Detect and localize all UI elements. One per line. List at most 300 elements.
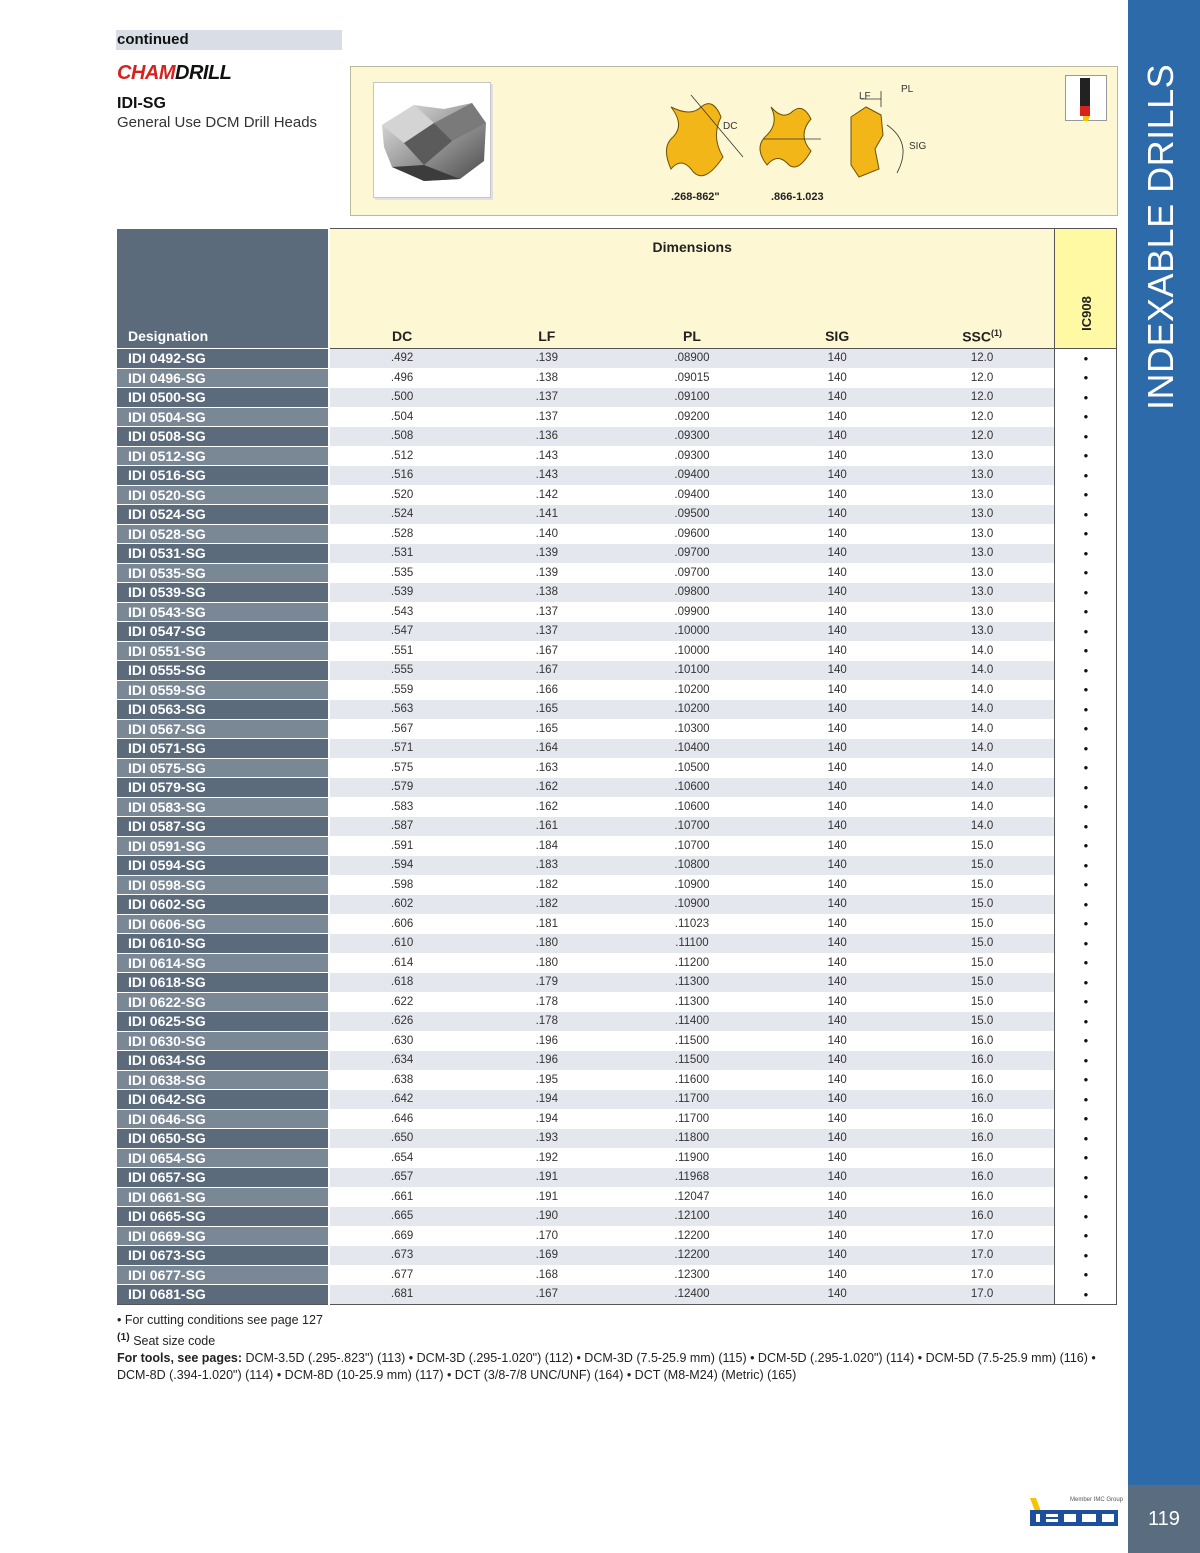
cell-pl: .11500: [619, 1031, 764, 1051]
cell-ssc: 16.0: [910, 1148, 1055, 1168]
cell-sig: 140: [765, 973, 910, 993]
cell-designation: IDI 0665-SG: [117, 1207, 329, 1227]
cell-designation: IDI 0579-SG: [117, 778, 329, 798]
cell-sig: 140: [765, 622, 910, 642]
section-title: INDEXABLE DRILLS: [1140, 63, 1181, 410]
ssc-footnote-mark: (1): [990, 327, 1002, 338]
cell-designation: IDI 0508-SG: [117, 427, 329, 447]
cell-lf: .138: [474, 583, 619, 603]
logo-member-text: Member IMC Group: [1070, 1497, 1124, 1503]
cell-grade-ic908: •: [1055, 953, 1117, 973]
cell-pl: .09700: [619, 563, 764, 583]
cell-pl: .11700: [619, 1109, 764, 1129]
table-row: [117, 1031, 1117, 1051]
cell-sig: 140: [765, 1129, 910, 1149]
cell-ssc: 15.0: [910, 973, 1055, 993]
table-row: [117, 602, 1117, 622]
cell-dc: .543: [329, 602, 474, 622]
cell-pl: .10900: [619, 875, 764, 895]
cell-grade-ic908: •: [1055, 875, 1117, 895]
cell-dc: .677: [329, 1265, 474, 1285]
cell-designation: IDI 0512-SG: [117, 446, 329, 466]
cell-grade-ic908: •: [1055, 739, 1117, 759]
table-row: [117, 1187, 1117, 1207]
cell-dc: .681: [329, 1285, 474, 1305]
cell-grade-ic908: •: [1055, 661, 1117, 681]
cell-dc: .496: [329, 368, 474, 388]
cell-grade-ic908: •: [1055, 1031, 1117, 1051]
cell-grade-ic908: •: [1055, 407, 1117, 427]
cell-lf: .138: [474, 368, 619, 388]
cell-grade-ic908: •: [1055, 992, 1117, 1012]
cell-dc: .618: [329, 973, 474, 993]
column-header-sig: SIG: [765, 325, 910, 349]
table-row: [117, 992, 1117, 1012]
cell-lf: .196: [474, 1051, 619, 1071]
cell-sig: 140: [765, 719, 910, 739]
cell-grade-ic908: •: [1055, 368, 1117, 388]
cell-designation: IDI 0555-SG: [117, 661, 329, 681]
table-row: [117, 641, 1117, 661]
cell-dc: .646: [329, 1109, 474, 1129]
cell-dc: .512: [329, 446, 474, 466]
cell-ssc: 12.0: [910, 349, 1055, 369]
cell-ssc: 13.0: [910, 563, 1055, 583]
table-row: [117, 973, 1117, 993]
cell-ssc: 15.0: [910, 895, 1055, 915]
cell-dc: .606: [329, 914, 474, 934]
cell-grade-ic908: •: [1055, 719, 1117, 739]
table-row: [117, 544, 1117, 564]
table-row: [117, 1207, 1117, 1227]
cell-dc: .563: [329, 700, 474, 720]
table-row: [117, 1109, 1117, 1129]
cell-dc: .642: [329, 1090, 474, 1110]
cell-lf: .143: [474, 466, 619, 486]
cell-sig: 140: [765, 1109, 910, 1129]
cell-ssc: 14.0: [910, 700, 1055, 720]
table-row: [117, 1090, 1117, 1110]
cell-ssc: 14.0: [910, 739, 1055, 759]
cell-dc: .583: [329, 797, 474, 817]
cell-dc: .661: [329, 1187, 474, 1207]
cell-ssc: 15.0: [910, 992, 1055, 1012]
cell-lf: .140: [474, 524, 619, 544]
table-row: [117, 388, 1117, 408]
cell-sig: 140: [765, 485, 910, 505]
cell-pl: .11100: [619, 934, 764, 954]
cell-lf: .136: [474, 427, 619, 447]
table-row: [117, 427, 1117, 447]
cell-dc: .500: [329, 388, 474, 408]
cell-designation: IDI 0622-SG: [117, 992, 329, 1012]
table-row: [117, 914, 1117, 934]
cell-ssc: 15.0: [910, 1012, 1055, 1032]
cell-dc: .504: [329, 407, 474, 427]
cell-lf: .184: [474, 836, 619, 856]
cell-designation: IDI 0520-SG: [117, 485, 329, 505]
table-row: [117, 407, 1117, 427]
cell-designation: IDI 0642-SG: [117, 1090, 329, 1110]
cell-designation: IDI 0606-SG: [117, 914, 329, 934]
column-header-designation: Designation: [117, 229, 329, 349]
cell-lf: .196: [474, 1031, 619, 1051]
cell-sig: 140: [765, 680, 910, 700]
cell-ssc: 14.0: [910, 661, 1055, 681]
cell-pl: .12047: [619, 1187, 764, 1207]
cell-ssc: 17.0: [910, 1226, 1055, 1246]
cell-designation: IDI 0654-SG: [117, 1148, 329, 1168]
cell-lf: .194: [474, 1090, 619, 1110]
table-row: [117, 349, 1117, 369]
product-description: General Use DCM Drill Heads: [117, 114, 318, 131]
cell-sig: 140: [765, 368, 910, 388]
cell-sig: 140: [765, 1148, 910, 1168]
cell-lf: .139: [474, 563, 619, 583]
table-row: [117, 895, 1117, 915]
cell-lf: .167: [474, 661, 619, 681]
cell-sig: 140: [765, 1285, 910, 1305]
cell-ssc: 15.0: [910, 856, 1055, 876]
cell-lf: .167: [474, 641, 619, 661]
cell-designation: IDI 0646-SG: [117, 1109, 329, 1129]
cell-designation: IDI 0496-SG: [117, 368, 329, 388]
table-row: [117, 1265, 1117, 1285]
cell-dc: .535: [329, 563, 474, 583]
cell-lf: .162: [474, 797, 619, 817]
cell-designation: IDI 0575-SG: [117, 758, 329, 778]
cell-dc: .571: [329, 739, 474, 759]
range-small: .268-862": [671, 191, 720, 203]
cell-designation: IDI 0571-SG: [117, 739, 329, 759]
column-header-grade: [1055, 229, 1117, 331]
cell-dc: .528: [329, 524, 474, 544]
ssc-label: SSC: [962, 328, 991, 345]
cell-lf: .169: [474, 1246, 619, 1266]
cell-designation: IDI 0583-SG: [117, 797, 329, 817]
cell-sig: 140: [765, 836, 910, 856]
cell-sig: 140: [765, 1168, 910, 1188]
cell-dc: .673: [329, 1246, 474, 1266]
tools-note-label: For tools, see pages:: [117, 1351, 243, 1366]
table-row: [117, 485, 1117, 505]
table-row: [117, 719, 1117, 739]
cell-pl: .10200: [619, 680, 764, 700]
cell-pl: .11300: [619, 973, 764, 993]
cell-sig: 140: [765, 992, 910, 1012]
continued-label: continued: [116, 30, 342, 50]
cell-lf: .166: [474, 680, 619, 700]
cell-pl: .10100: [619, 661, 764, 681]
cell-dc: .551: [329, 641, 474, 661]
table-row: [117, 563, 1117, 583]
brand-part1: CHAM: [117, 62, 175, 84]
cell-ssc: 17.0: [910, 1285, 1055, 1305]
table-row: [117, 466, 1117, 486]
cell-lf: .194: [474, 1109, 619, 1129]
cell-pl: .10500: [619, 758, 764, 778]
cell-designation: IDI 0638-SG: [117, 1070, 329, 1090]
cell-lf: .161: [474, 817, 619, 837]
cell-pl: .10400: [619, 739, 764, 759]
cell-pl: .12200: [619, 1226, 764, 1246]
cell-lf: .137: [474, 622, 619, 642]
cell-sig: 140: [765, 875, 910, 895]
cell-pl: .11900: [619, 1148, 764, 1168]
cell-pl: .09600: [619, 524, 764, 544]
cell-designation: IDI 0543-SG: [117, 602, 329, 622]
cell-grade-ic908: •: [1055, 836, 1117, 856]
cell-ssc: 15.0: [910, 914, 1055, 934]
cell-sig: 140: [765, 641, 910, 661]
cell-pl: .09300: [619, 427, 764, 447]
label-dc: DC: [723, 121, 738, 132]
cell-sig: 140: [765, 544, 910, 564]
table-row: [117, 1129, 1117, 1149]
cell-dc: .630: [329, 1031, 474, 1051]
brand-logo: [117, 62, 231, 85]
cell-dc: .539: [329, 583, 474, 603]
table-row: [117, 1246, 1117, 1266]
cell-grade-ic908: •: [1055, 1187, 1117, 1207]
table-row: [117, 661, 1117, 681]
cell-ssc: 17.0: [910, 1246, 1055, 1266]
cell-lf: .170: [474, 1226, 619, 1246]
cell-dc: .575: [329, 758, 474, 778]
cell-dc: .579: [329, 778, 474, 798]
cell-dc: .634: [329, 1051, 474, 1071]
cell-pl: .08900: [619, 349, 764, 369]
cell-designation: IDI 0567-SG: [117, 719, 329, 739]
column-header-ssc: [910, 325, 1055, 349]
cell-designation: IDI 0634-SG: [117, 1051, 329, 1071]
product-code: IDI-SG: [117, 95, 166, 112]
cell-sig: 140: [765, 856, 910, 876]
cell-grade-ic908: •: [1055, 758, 1117, 778]
cell-pl: .12200: [619, 1246, 764, 1266]
cell-pl: .10700: [619, 836, 764, 856]
cell-lf: .142: [474, 485, 619, 505]
table-row: [117, 368, 1117, 388]
cell-sig: 140: [765, 1265, 910, 1285]
cell-dc: .610: [329, 934, 474, 954]
cell-ssc: 12.0: [910, 407, 1055, 427]
cell-designation: IDI 0661-SG: [117, 1187, 329, 1207]
cell-grade-ic908: •: [1055, 856, 1117, 876]
label-lf: LF: [859, 91, 871, 102]
cell-lf: .180: [474, 953, 619, 973]
cell-dc: .598: [329, 875, 474, 895]
table-row: [117, 758, 1117, 778]
cell-grade-ic908: •: [1055, 1090, 1117, 1110]
cell-dc: .594: [329, 856, 474, 876]
cell-lf: .178: [474, 992, 619, 1012]
table-row: [117, 505, 1117, 525]
cell-grade-ic908: •: [1055, 1285, 1117, 1305]
table-row: [117, 1168, 1117, 1188]
cell-designation: IDI 0618-SG: [117, 973, 329, 993]
cell-pl: .11023: [619, 914, 764, 934]
cell-pl: .09200: [619, 407, 764, 427]
cell-grade-ic908: •: [1055, 895, 1117, 915]
cell-grade-ic908: •: [1055, 1051, 1117, 1071]
cell-ssc: 16.0: [910, 1168, 1055, 1188]
cell-grade-ic908: •: [1055, 914, 1117, 934]
table-row: [117, 856, 1117, 876]
cell-grade-ic908: •: [1055, 1207, 1117, 1227]
cell-lf: .162: [474, 778, 619, 798]
cell-grade-ic908: •: [1055, 602, 1117, 622]
cell-grade-ic908: •: [1055, 700, 1117, 720]
cell-lf: .182: [474, 895, 619, 915]
table-row: [117, 1285, 1117, 1305]
grade-label: IC908: [1078, 295, 1094, 331]
cell-designation: IDI 0602-SG: [117, 895, 329, 915]
cell-pl: .10000: [619, 641, 764, 661]
cell-lf: .137: [474, 407, 619, 427]
cell-ssc: 15.0: [910, 953, 1055, 973]
cell-lf: .139: [474, 349, 619, 369]
cell-sig: 140: [765, 427, 910, 447]
label-sig: SIG: [909, 141, 927, 152]
cell-sig: 140: [765, 505, 910, 525]
cell-lf: .164: [474, 739, 619, 759]
cell-sig: 140: [765, 466, 910, 486]
cell-pl: .11800: [619, 1129, 764, 1149]
cell-pl: .10800: [619, 856, 764, 876]
cell-grade-ic908: •: [1055, 1226, 1117, 1246]
cell-pl: .09015: [619, 368, 764, 388]
tools-note: [117, 1350, 1117, 1384]
cell-grade-ic908: •: [1055, 1109, 1117, 1129]
page-number: 119: [1128, 1485, 1200, 1553]
cell-designation: IDI 0669-SG: [117, 1226, 329, 1246]
cell-designation: IDI 0625-SG: [117, 1012, 329, 1032]
cell-sig: 140: [765, 446, 910, 466]
cell-designation: IDI 0528-SG: [117, 524, 329, 544]
cell-lf: .137: [474, 602, 619, 622]
cell-dc: .547: [329, 622, 474, 642]
table-row: [117, 953, 1117, 973]
cell-pl: .09300: [619, 446, 764, 466]
cell-designation: IDI 0598-SG: [117, 875, 329, 895]
cell-designation: IDI 0591-SG: [117, 836, 329, 856]
cell-designation: IDI 0539-SG: [117, 583, 329, 603]
cell-ssc: 13.0: [910, 602, 1055, 622]
cell-dc: .567: [329, 719, 474, 739]
cell-lf: .195: [474, 1070, 619, 1090]
cell-ssc: 13.0: [910, 466, 1055, 486]
cell-grade-ic908: •: [1055, 797, 1117, 817]
cell-pl: .10600: [619, 797, 764, 817]
cell-sig: 140: [765, 1187, 910, 1207]
cell-ssc: 12.0: [910, 388, 1055, 408]
table-row: [117, 1012, 1117, 1032]
cell-grade-ic908: •: [1055, 641, 1117, 661]
cell-lf: .191: [474, 1187, 619, 1207]
cell-pl: .09400: [619, 466, 764, 486]
cell-grade-ic908: •: [1055, 485, 1117, 505]
tools-note-text: DCM-3.5D (.295-.823") (113) • DCM-3D (.295-1.020") (112) • DCM-3D (7.5-25.9 mm) (115) • DCM-5D (.295-1.020") (114) • DCM-5D (7.5-25.9 mm) (116) • DCM-8D (.394-1.020") (114) • DCM-8D (10-25.9 mm) (117) • DCT (3/8-7/8 UNC/UNF) (164) • DCT (M8-M24) (Metric) (165): [117, 1351, 1096, 1383]
table-row: [117, 622, 1117, 642]
cell-sig: 140: [765, 1207, 910, 1227]
cell-dc: .614: [329, 953, 474, 973]
cell-dc: .602: [329, 895, 474, 915]
cell-lf: .137: [474, 388, 619, 408]
label-pl: PL: [901, 84, 914, 95]
cell-grade-ic908: •: [1055, 1129, 1117, 1149]
cell-designation: IDI 0677-SG: [117, 1265, 329, 1285]
hero-panel: [350, 66, 1118, 216]
cell-designation: IDI 0559-SG: [117, 680, 329, 700]
cell-pl: .10600: [619, 778, 764, 798]
cell-dc: .654: [329, 1148, 474, 1168]
cell-grade-ic908: •: [1055, 505, 1117, 525]
cell-dc: .587: [329, 817, 474, 837]
range-large: .866-1.023: [771, 191, 824, 203]
cell-lf: .180: [474, 934, 619, 954]
cell-sig: 140: [765, 953, 910, 973]
cell-dc: .638: [329, 1070, 474, 1090]
cell-pl: .09800: [619, 583, 764, 603]
cell-ssc: 14.0: [910, 641, 1055, 661]
cell-ssc: 16.0: [910, 1207, 1055, 1227]
cell-dc: .520: [329, 485, 474, 505]
cell-sig: 140: [765, 1012, 910, 1032]
cell-grade-ic908: •: [1055, 583, 1117, 603]
cell-sig: 140: [765, 1031, 910, 1051]
cell-lf: .192: [474, 1148, 619, 1168]
cell-dc: .657: [329, 1168, 474, 1188]
cell-grade-ic908: •: [1055, 973, 1117, 993]
cell-sig: 140: [765, 661, 910, 681]
cell-sig: 140: [765, 1090, 910, 1110]
cell-lf: .179: [474, 973, 619, 993]
cell-grade-ic908: •: [1055, 427, 1117, 447]
cell-sig: 140: [765, 407, 910, 427]
cell-grade-ic908: •: [1055, 1148, 1117, 1168]
cell-pl: .09500: [619, 505, 764, 525]
cell-ssc: 13.0: [910, 446, 1055, 466]
cell-dc: .669: [329, 1226, 474, 1246]
cell-sig: 140: [765, 895, 910, 915]
cell-grade-ic908: •: [1055, 349, 1117, 369]
cell-pl: .10200: [619, 700, 764, 720]
cell-pl: .11968: [619, 1168, 764, 1188]
cell-grade-ic908: •: [1055, 524, 1117, 544]
cell-grade-ic908: •: [1055, 388, 1117, 408]
cell-designation: IDI 0563-SG: [117, 700, 329, 720]
cell-pl: .09700: [619, 544, 764, 564]
cell-sig: 140: [765, 934, 910, 954]
cell-ssc: 14.0: [910, 817, 1055, 837]
table-row: [117, 836, 1117, 856]
cell-lf: .183: [474, 856, 619, 876]
cell-ssc: 13.0: [910, 505, 1055, 525]
cell-pl: .12300: [619, 1265, 764, 1285]
cell-designation: IDI 0614-SG: [117, 953, 329, 973]
cell-pl: .11500: [619, 1051, 764, 1071]
cell-designation: IDI 0610-SG: [117, 934, 329, 954]
cell-grade-ic908: •: [1055, 1070, 1117, 1090]
cell-dc: .626: [329, 1012, 474, 1032]
cell-designation: IDI 0657-SG: [117, 1168, 329, 1188]
cell-pl: .11200: [619, 953, 764, 973]
cell-ssc: 14.0: [910, 719, 1055, 739]
cell-sig: 140: [765, 700, 910, 720]
cell-grade-ic908: •: [1055, 466, 1117, 486]
cell-ssc: 12.0: [910, 368, 1055, 388]
